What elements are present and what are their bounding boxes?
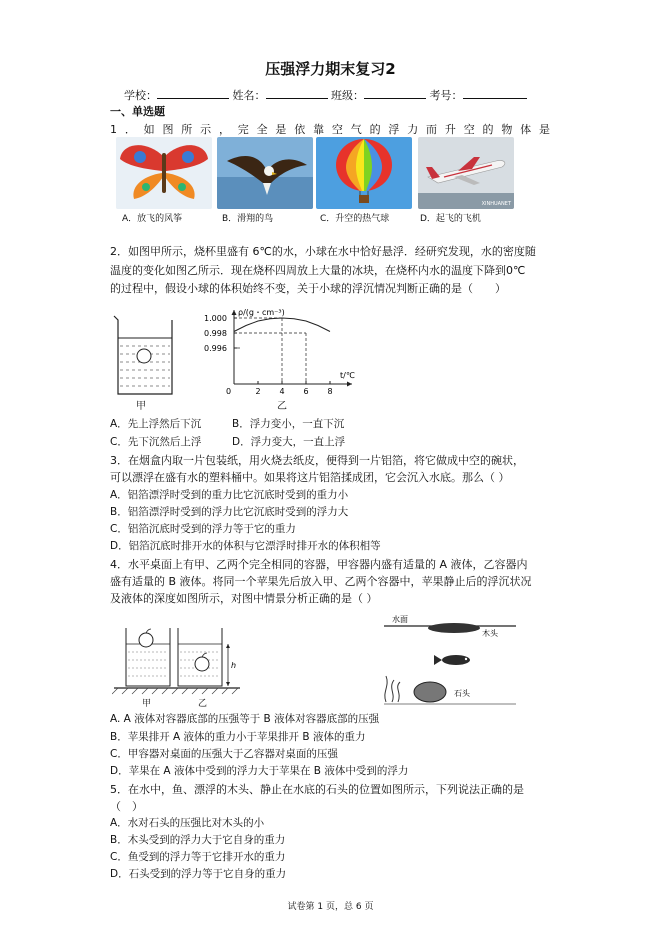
y-tick-label: 0.996 — [204, 344, 227, 353]
q2-option-d: D．浮力变大，一直上浮 — [232, 436, 346, 448]
school-blank — [157, 87, 229, 99]
y-tick-label: 1.000 — [204, 314, 227, 323]
airplane-watermark: XINHUANET — [481, 201, 511, 207]
y-tick-label: 0.998 — [204, 329, 227, 338]
name-blank — [266, 87, 328, 99]
stone-label: 石头 — [454, 689, 470, 698]
x-tick-label: 0 — [226, 387, 232, 396]
q4-figure-jia-label: 甲 — [142, 699, 152, 709]
q3-line-1: 3．在烟盒内取一片包装纸，用火烧去纸皮，便得到一片铝箔，将它做成中空的碗状， — [110, 454, 524, 467]
q2-line-1: 2．如图甲所示，烧杯里盛有 6℃的水，小球在水中恰好悬浮．经研究发现，水的密度随 — [110, 245, 536, 258]
page-title: 压强浮力期末复习2 — [265, 60, 396, 78]
wood-log — [428, 623, 480, 633]
name-label: 姓名： — [232, 89, 266, 102]
q4-option-c: C．甲容器对桌面的压强大于乙容器对桌面的压强 — [110, 748, 338, 760]
q1-caption-b: B．滑翔的鸟 — [222, 214, 274, 224]
y-axis-label: ρ/(g・cm⁻³) — [238, 308, 285, 317]
q4-option-b: B．苹果排开 A 液体的重力小于苹果排开 B 液体的重力 — [110, 731, 366, 743]
x-tick-label: 4 — [279, 387, 285, 396]
q1-caption-a: A．放飞的风筝 — [122, 214, 183, 224]
q5-option-b: B．木头受到的浮力大于它自身的重力 — [110, 834, 286, 846]
q1-caption-d: D．起飞的飞机 — [420, 214, 481, 224]
q5-option-a: A．水对石头的压强比对木头的小 — [110, 817, 265, 829]
q3-line-2: 可以漂浮在盛有水的塑料桶中。如果将这片铝箔揉成团，它会沉入水底。那么（ ） — [110, 471, 510, 484]
eagle-image — [217, 137, 313, 209]
page-footer: 试卷第 1 页，总 6 页 — [287, 902, 374, 912]
q2-option-a: A．先上浮然后下沉 — [110, 418, 202, 430]
q1-caption-c: C．升空的热气球 — [320, 214, 390, 224]
school-label: 学校： — [124, 89, 157, 102]
q4-line-1: 4．水平桌面上有甲、乙两个完全相同的容器，甲容器内盛有适量的 A 液体，乙容器内 — [110, 558, 528, 571]
number-blank — [463, 87, 527, 99]
section-heading: 一、单选题 — [110, 105, 165, 118]
q4-line-2: 盛有适量的 B 液体。将同一个苹果先后放入甲、乙两个容器中，苹果静止后的浮沉状况 — [110, 575, 532, 588]
student-info-line — [124, 87, 527, 103]
class-blank — [364, 87, 426, 99]
q5-line-1: 5．在水中，鱼、漂浮的木头、静止在水底的石头的位置如图所示，下列说法正确的是 — [110, 783, 524, 796]
q3-option-a: A．铝箔漂浮时受到的重力比它沉底时受到的重力小 — [110, 489, 349, 501]
y-axis-arrow — [232, 310, 237, 315]
x-tick-label: 6 — [303, 387, 309, 396]
q4-option-a: A. A 液体对容器底部的压强等于 B 液体对容器底部的压强 — [110, 713, 380, 725]
class-label: 班级： — [331, 89, 364, 102]
water-plant — [385, 676, 400, 702]
fish-wood-stone-figure — [380, 612, 520, 710]
q3-option-c: C．铝箔沉底时受到的浮力等于它的重力 — [110, 523, 296, 535]
q5-option-d: D．石头受到的浮力等于它自身的重力 — [110, 868, 287, 880]
kite-image — [116, 137, 212, 209]
wood-label: 木头 — [482, 629, 498, 638]
q2-option-c: C．先下沉然后上浮 — [110, 436, 202, 448]
fish — [434, 655, 470, 665]
q1-stem: 1．如图所示，完全是依靠空气的浮力而升空的物体是 — [110, 123, 550, 136]
number-label: 考号： — [429, 89, 463, 102]
airplane-image — [418, 137, 514, 209]
q3-option-b: B．铝箔漂浮时受到的浮力比它沉底时受到的浮力大 — [110, 506, 349, 518]
q3-option-d: D．铝箔沉底时排开水的体积与它漂浮时排开水的体积相等 — [110, 540, 381, 552]
q5-option-c: C．鱼受到的浮力等于它排开水的重力 — [110, 851, 286, 863]
beaker-figure — [110, 312, 180, 410]
q2-figure-yi-label: 乙 — [277, 401, 287, 412]
depth-label-h: h — [231, 661, 237, 670]
q4-line-3: 及液体的深度如图所示，对图中情景分析正确的是（ ） — [110, 592, 378, 605]
water-surface-label: 水面 — [392, 615, 408, 624]
q4-option-d: D．苹果在 A 液体中受到的浮力大于苹果在 B 液体中受到的浮力 — [110, 765, 409, 777]
q2-option-b: B．浮力变小，一直下沉 — [232, 418, 345, 430]
x-axis-arrow — [347, 382, 352, 387]
q2-line-2: 温度的变化如图乙所示．现在烧杯四周放上大量的冰块，在烧杯内水的温度下降到0℃ — [110, 264, 526, 277]
q2-figure-jia-label: 甲 — [136, 401, 146, 412]
x-axis-label: t/℃ — [340, 371, 355, 380]
apple-containers-figure — [112, 622, 244, 702]
stone — [414, 682, 446, 702]
x-tick-label: 8 — [327, 387, 333, 396]
q2-line-3: 的过程中，假设小球的体积始终不变，关于小球的浮沉情况判断正确的是（ ） — [110, 282, 506, 295]
hot-air-balloon-image — [316, 137, 412, 209]
q5-line-2: （ ） — [110, 800, 143, 813]
density-chart — [200, 306, 360, 396]
q4-figure-yi-label: 乙 — [198, 699, 208, 709]
x-tick-label: 2 — [255, 387, 261, 396]
